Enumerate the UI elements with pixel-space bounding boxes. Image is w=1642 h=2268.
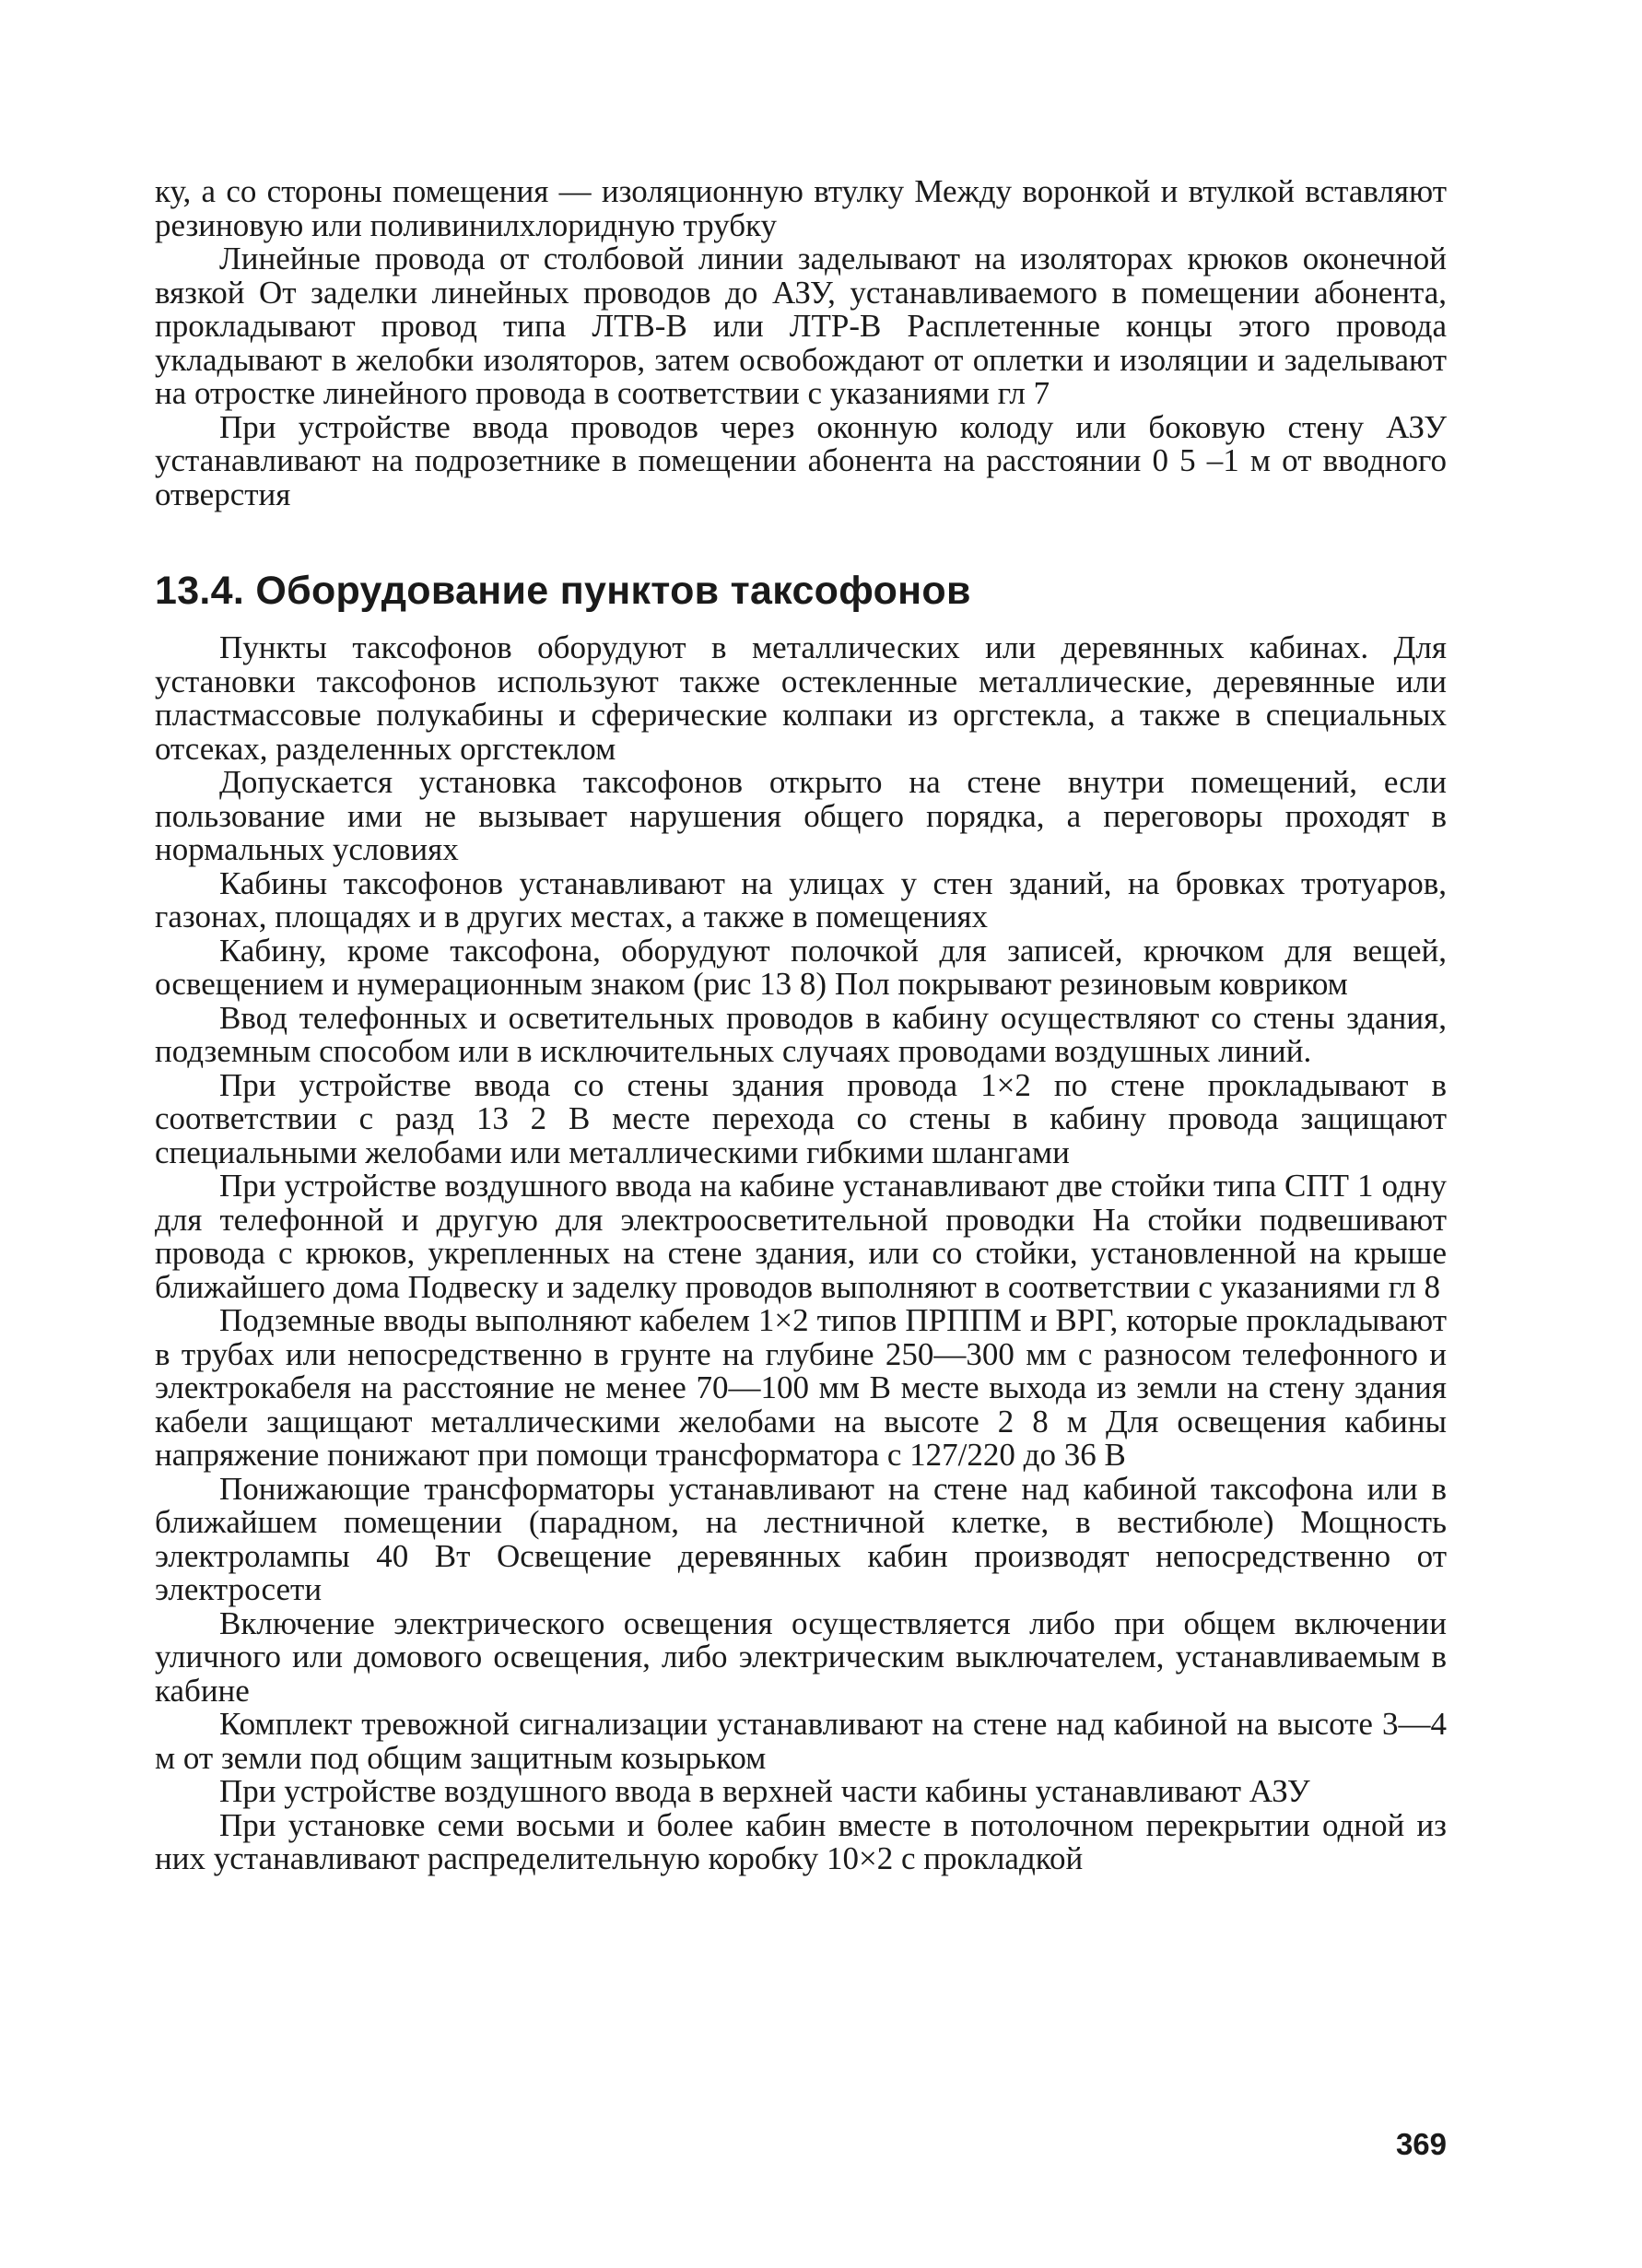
paragraph: Понижающие трансформаторы устанавливают на стене над кабиной таксофона или в ближайшем помещении (парадном, на лестничной клетке, в вестибюле) Мощность электролампы 40 Вт Освещение деревянных кабин производят непосредственно от электросети: [155, 1470, 1447, 1607]
paragraph: При устройстве ввода со стены здания провода 1×2 по стене прокладывают в соответствии с разд 13 2 В месте перехода со стены в кабину провода защищают специальными желобами или металлическими гибкими шлангами: [155, 1066, 1447, 1170]
paragraph-continuation-2: Линейные провода от столбовой линии заделывают на изоляторах крюков оконечной вязкой От заделки линейных проводов до АЗУ, устанавливаемого в помещении абонента, прокладывают провод типа ЛТВ-В или ЛТР-В Расплетенные концы этого провода укладывают в желобки изоляторов, затем освобождают от оплетки и изоляции и заделывают на отростке линейного провода в соответствии с указаниями гл 7: [155, 241, 1447, 411]
paragraph-continuation-1: ку, а со стороны помещения — изоляционную втулку Между воронкой и втулкой вставляют резиновую или поливинилхлоридную трубку: [155, 173, 1447, 243]
paragraph: Включение электрического освещения осуществляется либо при общем включении уличного или домового освещения, либо электрическим выключателем, устанавливаемым в кабине: [155, 1604, 1447, 1709]
page-number: 369: [1395, 2127, 1447, 2161]
paragraph-continuation-3: При устройстве ввода проводов через оконную колоду или боковую стену АЗУ устанавливают на подрозетнике в помещении абонента на расстоянии 0 5 –1 м от вводного отверстия: [155, 408, 1447, 512]
page-body: [155, 175, 1447, 1876]
paragraph: Ввод телефонных и осветительных проводов в кабину осуществляют со стены здания, подземным способом или в исключительных случаях проводами воздушных линий.: [155, 999, 1447, 1069]
paragraph: При устройстве воздушного ввода на кабине устанавливают две стойки типа СПТ 1 одну для телефонной и другую для электроосветительной проводки На стойки подвешивают провода с крюков, укрепленных на стене здания, или со стойки, установленной на крыше ближайшего дома Подвеску и заделку проводов выполняют в соответствии с указаниями гл 8: [155, 1168, 1447, 1305]
paragraph: При установке семи восьми и более кабин вместе в потолочном перекрытии одной из них устанавливают распределительную коробку 10×2 с прокладкой: [155, 1806, 1447, 1876]
section-heading: 13.4. Оборудование пунктов таксофонов: [155, 569, 971, 613]
paragraph: Допускается установка таксофонов открыто на стене внутри помещений, если пользование ими не вызывает нарушения общего порядка, а переговоры проходят в нормальных условиях: [155, 764, 1447, 867]
paragraph: Пункты таксофонов оборудуют в металлических или деревянных кабинах. Для установки таксофонов используют также остекленные металлические, деревянные или пластмассовые полукабины и сферические колпаки из оргстекла, а также в специальных отсеках, разделенных оргстеклом: [155, 629, 1447, 767]
paragraph: Кабину, кроме таксофона, оборудуют полочкой для записей, крючком для вещей, освещением и нумерационным знаком (рис 13 8) Пол покрывают резиновым ковриком: [155, 932, 1447, 1002]
paragraph: Подземные вводы выполняют кабелем 1×2 типов ПРППМ и ВРГ, которые прокладывают в трубах или непосредственно в грунте на глубине 250—300 мм с разносом телефонного и электрокабеля на расстояние не менее 70—100 мм В месте выхода из земли на стену здания кабели защищают металлическими желобами на высоте 2 8 м Для освещения кабины напряжение понижают при помощи трансформатора с 127/220 до 36 В: [155, 1302, 1447, 1473]
paragraph: Комплект тревожной сигнализации устанавливают на стене над кабиной на высоте 3—4 м от земли под общим защитным козырьком: [155, 1706, 1447, 1776]
paragraph: При устройстве воздушного ввода в верхней части кабины устанавливают АЗУ: [219, 1773, 1310, 1809]
paragraph: Кабины таксофонов устанавливают на улицах у стен зданий, на бровках тротуаров, газонах, площадях и в других местах, а также в помещениях: [155, 864, 1447, 934]
